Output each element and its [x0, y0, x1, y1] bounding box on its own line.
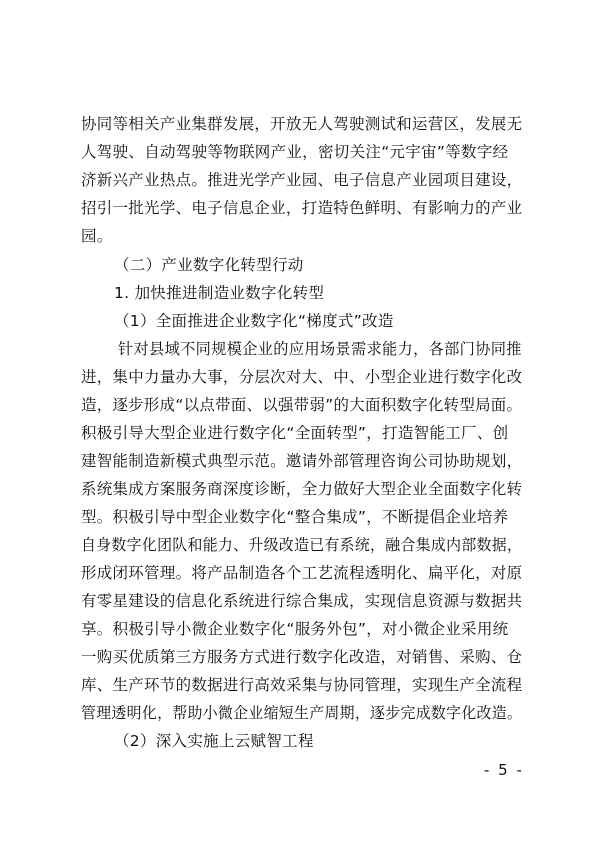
text-line: 享。积极引导小微企业数字化“服务外包”，对小微企业采用统: [81, 620, 509, 638]
text-line: 库、生产环节的数据进行高效采集与协同管理，实现生产全流程: [81, 676, 523, 694]
page-number: - 5 -: [484, 761, 524, 779]
text-line: 一购买优质第三方服务方式进行数字化改造，对销售、采购、仓: [81, 648, 523, 666]
text-line: 自身数字化团队和能力、升级改造已有系统，融合集成内部数据，: [81, 536, 523, 554]
text-line: 管理透明化，帮助小微企业缩短生产周期，逐步完成数字化改造。: [81, 704, 523, 722]
subsection-heading: 1. 加快推进制造业数字化转型: [114, 284, 325, 302]
text-line: 进，集中力量办大事，分层次对大、中、小型企业进行数字化改: [81, 368, 523, 386]
text-line: 针对县域不同规模企业的应用场景需求能力，各部门协同推: [118, 340, 522, 358]
text-line: 招引一批光学、电子信息企业，打造特色鲜明、有影响力的产业: [81, 199, 523, 217]
text-line: 园。: [81, 227, 113, 245]
text-line: 形成闭环管理。将产品制造各个工艺流程透明化、扁平化，对原: [81, 564, 523, 582]
item-heading: （1）全面推进企业数字化“梯度式”改造: [114, 312, 394, 330]
text-line: 协同等相关产业集群发展，开放无人驾驶测试和运营区，发展无: [81, 115, 523, 133]
item-heading: （2）深入实施上云赋智工程: [114, 732, 314, 750]
text-line: 造，逐步形成“以点带面、以强带弱”的大面积数字化转型局面。: [81, 396, 523, 414]
text-line: 有零星建设的信息化系统进行综合集成，实现信息资源与数据共: [81, 592, 523, 610]
text-line: 建智能制造新模式典型示范。邀请外部管理咨询公司协助规划，: [81, 452, 523, 470]
section-heading: （二）产业数字化转型行动: [114, 256, 304, 274]
text-line: 系统集成方案服务商深度诊断，全力做好大型企业全面数字化转: [81, 480, 523, 498]
text-line: 型。积极引导中型企业数字化“整合集成”，不断提倡企业培养: [81, 508, 509, 526]
text-line: 积极引导大型企业进行数字化“全面转型”，打造智能工厂、创: [81, 424, 509, 442]
text-line: 济新兴产业热点。推进光学产业园、电子信息产业园项目建设，: [81, 171, 523, 189]
text-line: 人驾驶、自动驾驶等物联网产业，密切关注“元宇宙”等数字经: [81, 143, 509, 161]
